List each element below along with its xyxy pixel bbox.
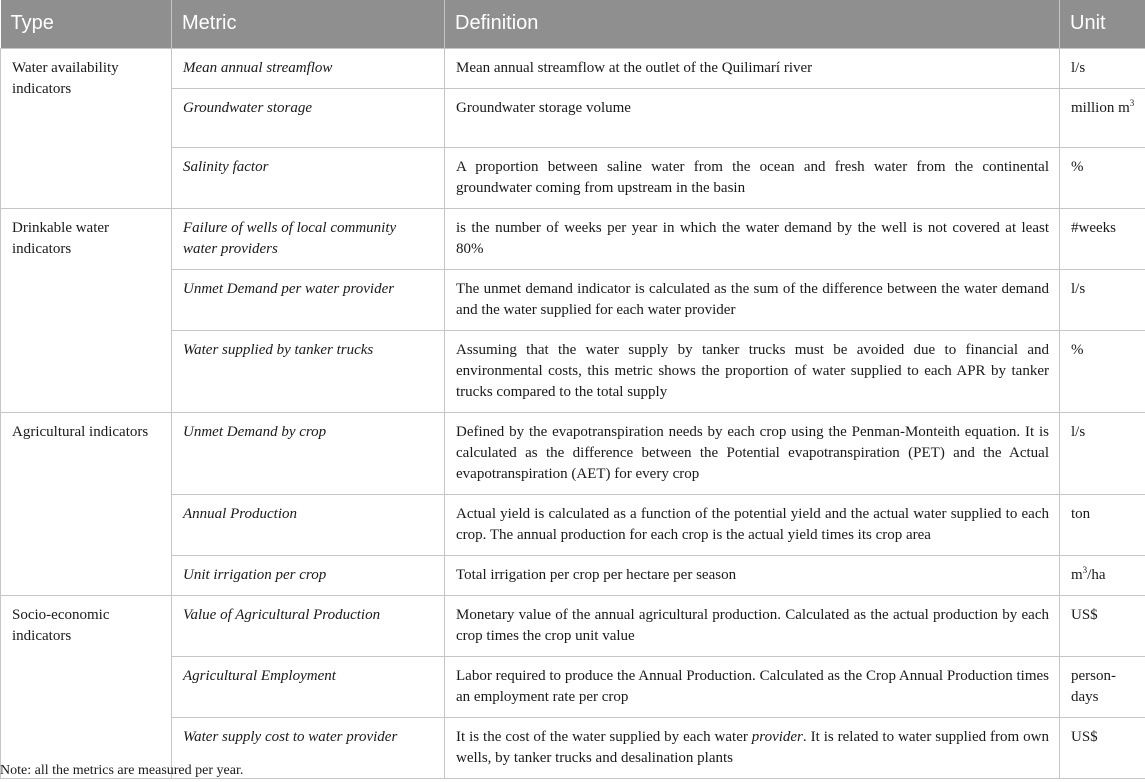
unit-cell: % [1060, 147, 1145, 208]
unit-main: million m [1071, 99, 1130, 116]
type-socio-economic: Socio-economic indicators [1, 595, 172, 778]
table-row [1, 147, 1145, 208]
definition-emphasis: provider [751, 728, 803, 745]
metric-cell: Unit irrigation per crop [172, 555, 445, 595]
table-row [1, 595, 1145, 656]
metric-cell: Salinity factor [172, 147, 445, 208]
table-row [1, 555, 1145, 595]
table-row [1, 494, 1145, 555]
metric-cell: Unmet Demand by crop [172, 412, 445, 494]
unit-superscript: 3 [1129, 97, 1135, 108]
unit-cell: US$ [1060, 595, 1145, 656]
table-row [1, 48, 1145, 88]
definition-cell: Labor required to produce the Annual Production. Calculated as the Crop Annual Production times an employment rate per crop [445, 656, 1060, 717]
metric-cell: Failure of wells of local community water providers [172, 208, 445, 269]
unit-cell: person-days [1060, 656, 1145, 717]
definition-cell: Groundwater storage volume [445, 88, 1060, 147]
table-row [1, 88, 1145, 147]
header-unit: Unit [1060, 0, 1145, 48]
metric-cell: Water supply cost to water provider [172, 717, 445, 778]
metric-cell: Groundwater storage [172, 88, 445, 147]
unit-cell: l/s [1060, 412, 1145, 494]
metric-cell: Annual Production [172, 494, 445, 555]
definition-text: It is the cost of the water supplied by each water [456, 728, 752, 745]
unit-cell [1060, 555, 1145, 595]
definition-cell: A proportion between saline water from the ocean and fresh water from the continental groundwater coming from upstream in the basin [445, 147, 1060, 208]
type-water-availability: Water availability indicators [1, 48, 172, 208]
unit-superscript: 3 [1082, 564, 1088, 575]
metric-cell: Mean annual streamflow [172, 48, 445, 88]
header-type: Type [1, 0, 172, 48]
table-row [1, 656, 1145, 717]
definition-cell: Total irrigation per crop per hectare per season [445, 555, 1060, 595]
definition-cell: The unmet demand indicator is calculated as the sum of the difference between the water demand and the water supplied for each water provider [445, 269, 1060, 330]
unit-cell: US$ [1060, 717, 1145, 778]
metric-cell: Unmet Demand per water provider [172, 269, 445, 330]
unit-main: m [1071, 566, 1083, 583]
definition-cell: Defined by the evapotranspiration needs by each crop using the Penman-Monteith equation. It is calculated as the difference between the Potential evapotranspiration (PET) and the Actual evapotranspiration (AET) for every crop [445, 412, 1060, 494]
definition-cell: Monetary value of the annual agricultural production. Calculated as the actual production by each crop times the crop unit value [445, 595, 1060, 656]
definition-cell: Assuming that the water supply by tanker trucks must be avoided due to financial and environmental costs, this metric shows the proportion of water supplied to each APR by tanker trucks compared to the total supply [445, 330, 1060, 412]
unit-cell: l/s [1060, 269, 1145, 330]
unit-cell: #weeks [1060, 208, 1145, 269]
definition-text: . It is related to water supplied from own wells, by tanker trucks and desalination plants [456, 728, 1049, 766]
header-metric: Metric [172, 0, 445, 48]
header-row [1, 0, 1145, 48]
table-row [1, 412, 1145, 494]
unit-cell: ton [1060, 494, 1145, 555]
metric-cell: Water supplied by tanker trucks [172, 330, 445, 412]
definition-cell: Actual yield is calculated as a function of the potential yield and the actual water supplied to each crop. The annual production for each crop is the actual yield times its crop area [445, 494, 1060, 555]
unit-cell: l/s [1060, 48, 1145, 88]
unit-cell [1060, 88, 1145, 147]
table-row [1, 208, 1145, 269]
unit-tail: /ha [1087, 566, 1106, 583]
definition-cell: Mean annual streamflow at the outlet of the Quilimarí river [445, 48, 1060, 88]
header-definition: Definition [445, 0, 1060, 48]
definition-cell: is the number of weeks per year in which the water demand by the well is not covered at least 80% [445, 208, 1060, 269]
type-agricultural: Agricultural indicators [1, 412, 172, 595]
definition-cell [445, 717, 1060, 778]
table-row [1, 269, 1145, 330]
table-row [1, 330, 1145, 412]
metric-cell: Agricultural Employment [172, 656, 445, 717]
metric-cell: Value of Agricultural Production [172, 595, 445, 656]
unit-cell: % [1060, 330, 1145, 412]
type-drinkable-water: Drinkable water indicators [1, 208, 172, 412]
table-note: Note: all the metrics are measured per year. [0, 763, 244, 778]
